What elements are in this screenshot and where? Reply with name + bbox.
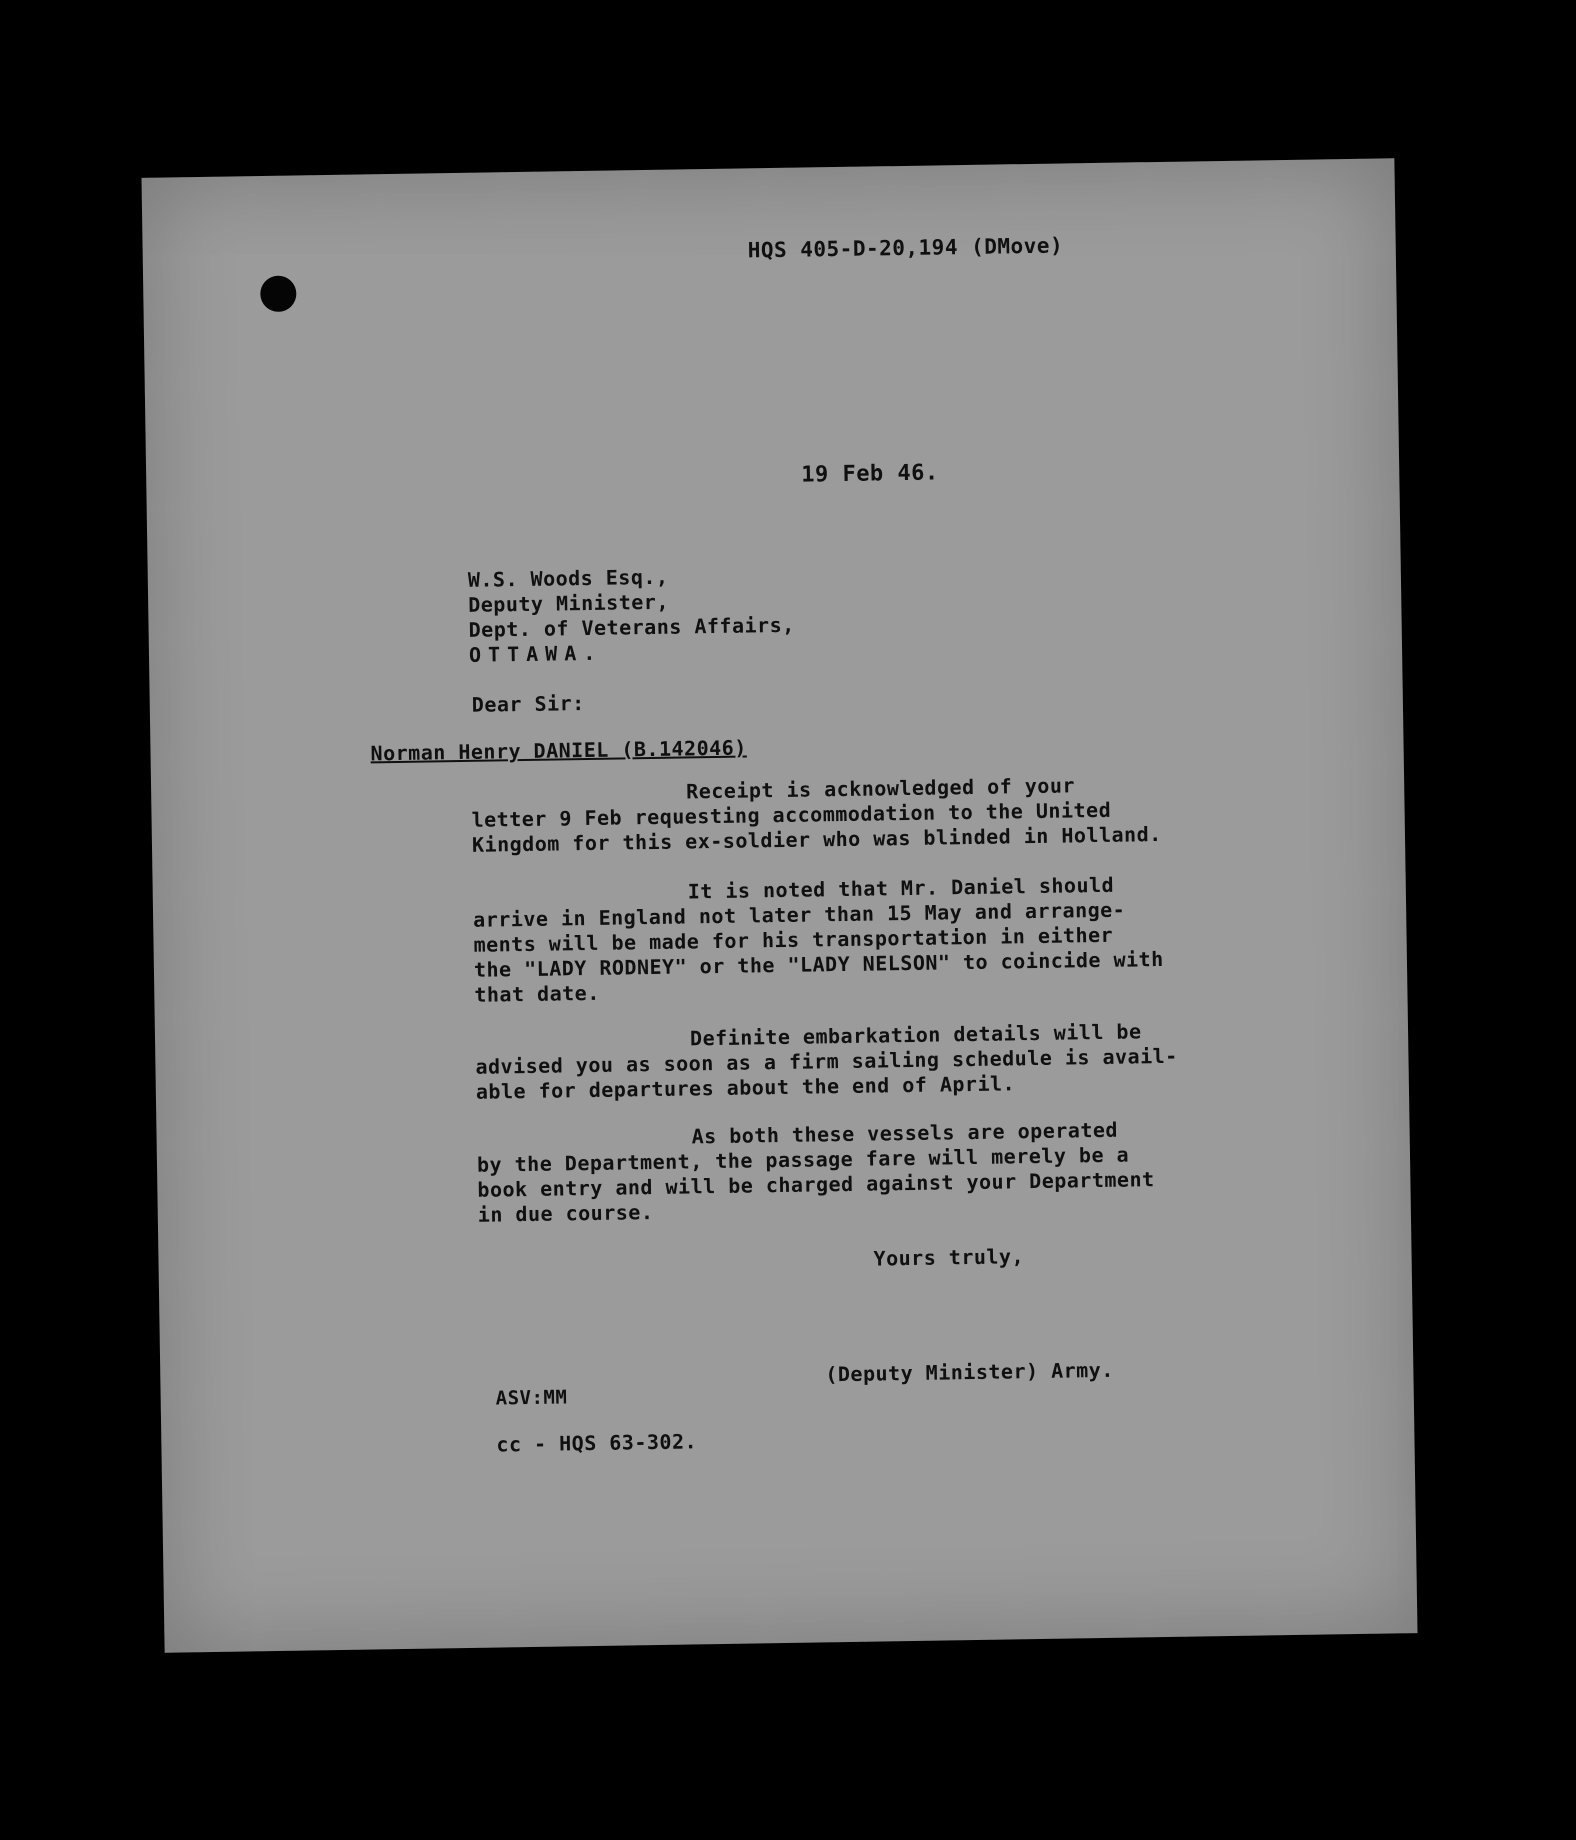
document-page xyxy=(141,158,1417,1652)
subject-line: Norman Henry DANIEL (B.142046) xyxy=(370,735,747,766)
paragraph-line: Definite embarkation details will be xyxy=(689,1019,1142,1051)
typist-initials: ASV:MM xyxy=(495,1386,568,1410)
paragraph-line: arrive in England not later than 15 May and arrange- xyxy=(472,897,1126,932)
paragraph-line: the "LADY RODNEY" or the "LADY NELSON" to coincide with xyxy=(473,946,1164,982)
punch-hole xyxy=(260,276,297,313)
paragraph-line: that date. xyxy=(474,980,600,1007)
paragraph-line: Kingdom for this ex-soldier who was blinded in Holland. xyxy=(471,821,1162,857)
paragraph-line: by the Department, the passage fare will merely be a xyxy=(476,1142,1130,1177)
recipient-title: Deputy Minister, xyxy=(468,589,670,617)
paragraph-line: letter 9 Feb requesting accommodation to the United xyxy=(471,797,1112,832)
carbon-copy-line: cc - HQS 63-302. xyxy=(496,1429,698,1457)
paragraph-line: ments will be made for his transportation in either xyxy=(473,922,1114,957)
signature-title: (Deputy Minister) Army. xyxy=(825,1357,1114,1387)
file-reference: HQS 405-D-20,194 (DMove) xyxy=(747,233,1064,263)
paragraph-line: able for departures about the end of April. xyxy=(475,1071,1016,1104)
paragraph-line: advised you as soon as a firm sailing schedule is avail- xyxy=(475,1043,1178,1079)
letter-date: 19 Feb 46. xyxy=(801,460,939,488)
closing: Yours truly, xyxy=(873,1244,1025,1271)
salutation: Dear Sir: xyxy=(471,691,585,717)
paragraph-line: It is noted that Mr. Daniel should xyxy=(687,872,1115,904)
paragraph-line: As both these vessels are operated xyxy=(691,1117,1119,1149)
recipient-department: Dept. of Veterans Affairs, xyxy=(468,612,795,642)
paragraph-line: book entry and will be charged against your Department xyxy=(477,1167,1155,1202)
recipient-city: OTTAWA. xyxy=(468,640,603,667)
paragraph-line: Receipt is acknowledged of your xyxy=(686,773,1076,804)
paragraph-line: in due course. xyxy=(477,1200,654,1227)
recipient-name: W.S. Woods Esq., xyxy=(467,564,669,592)
